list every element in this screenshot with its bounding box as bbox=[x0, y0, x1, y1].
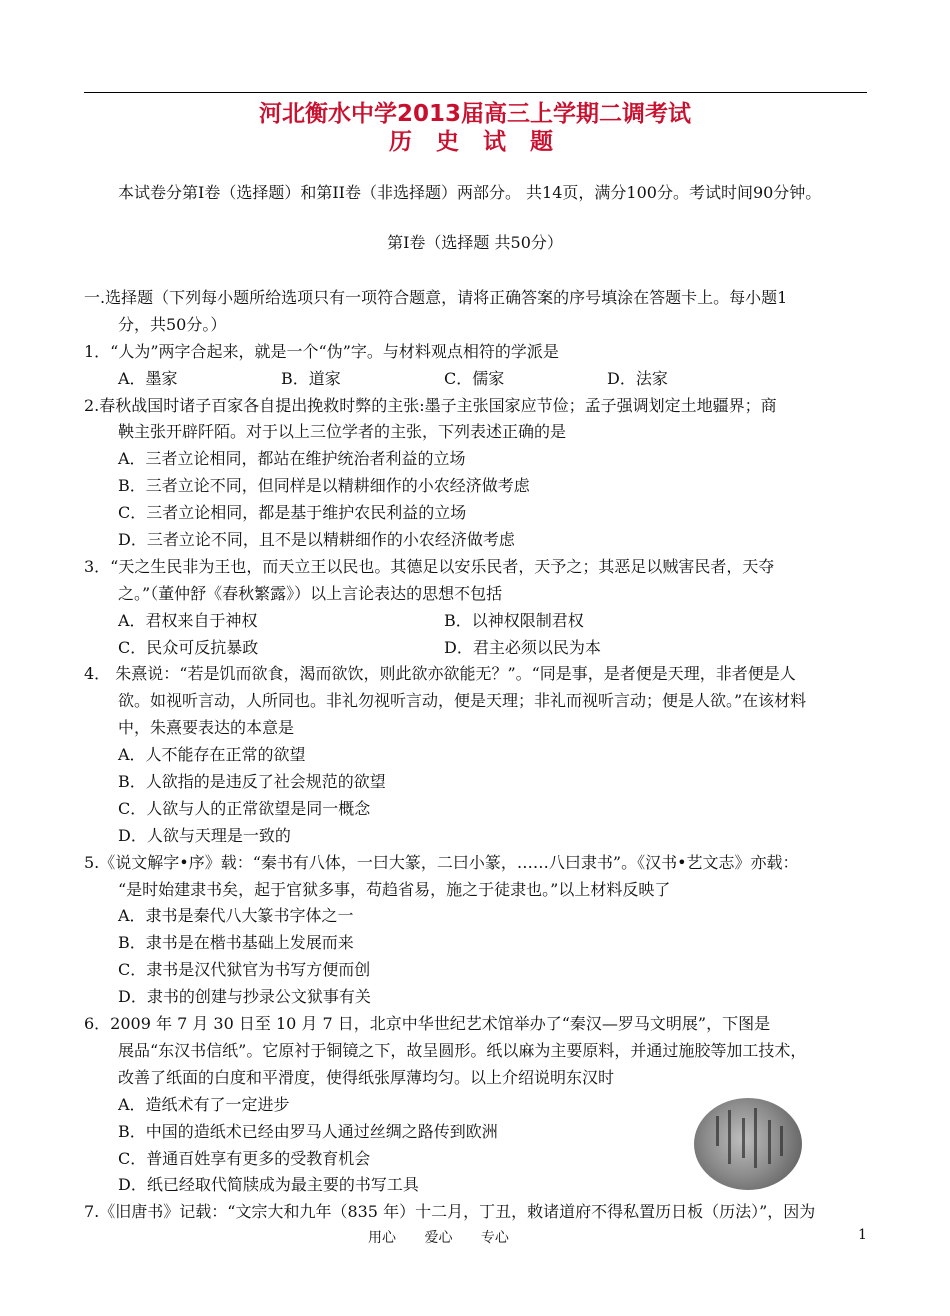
question-stem: 2.春秋战国时诸子百家各自提出挽救时弊的主张:墨子主张国家应节俭；孟子强调划定土地疆界；商 bbox=[84, 395, 777, 415]
question-stem: 展品“东汉书信纸”。它原衬于铜镜之下，故呈圆形。纸以麻为主要原料，并通过施胶等加工技术， bbox=[118, 1040, 807, 1060]
footer-motto: 用心 爱心 专心 bbox=[368, 1230, 509, 1246]
option: B．人欲指的是违反了社会规范的欲望 bbox=[118, 772, 386, 792]
section-title: 第Ⅰ卷（选择题 共50分） bbox=[387, 233, 563, 252]
option: C．三者立论相同，都是基于维护农民利益的立场 bbox=[118, 503, 467, 523]
instruction-line: 分，共50分。） bbox=[118, 314, 227, 334]
question-stem: 3．“天之生民非为王也，而天立王以民也。其德足以安乐民者，天予之；其恶足以贼害民者，天夺 bbox=[84, 556, 775, 576]
option: A．君权来自于神权 bbox=[118, 610, 258, 630]
option: D．法家 bbox=[607, 368, 668, 388]
question-stem: 中，朱熹要表达的本意是 bbox=[118, 718, 295, 738]
instruction-line: 一.选择题（下列每小题所给选项只有一项符合题意，请将正确答案的序号填涂在答题卡上。每小题1 bbox=[84, 288, 788, 307]
option: A．人不能存在正常的欲望 bbox=[118, 745, 306, 765]
page-number: 1 bbox=[858, 1227, 867, 1243]
question-stem: 之。”（董仲舒《春秋繁露》）以上言论表达的思想不包括 bbox=[118, 583, 503, 603]
question-body bbox=[84, 285, 870, 1226]
option-row bbox=[84, 635, 870, 662]
han-letter-paper-image bbox=[694, 1098, 802, 1190]
option: C．民众可反抗暴政 bbox=[118, 637, 259, 657]
question-stem: 改善了纸面的白度和平滑度，使得纸张厚薄均匀。以上介绍说明东汉时 bbox=[118, 1067, 615, 1087]
option: B．三者立论不同，但同样是以精耕细作的小农经济做考虑 bbox=[118, 476, 530, 496]
option: C．普通百姓享有更多的受教育机会 bbox=[118, 1148, 371, 1168]
option-row bbox=[84, 366, 870, 393]
question-stem: 4． 朱熹说：“若是饥而欲食，渴而欲饮，则此欲亦欲能无？”。“同是事，是者便是天理，非者便是人 bbox=[84, 664, 796, 684]
option: B．道家 bbox=[281, 368, 341, 388]
option: B．以神权限制君权 bbox=[444, 610, 584, 630]
option: C．人欲与人的正常欲望是同一概念 bbox=[118, 798, 371, 818]
option: A．三者立论相同，都站在维护统治者利益的立场 bbox=[118, 449, 466, 469]
question-stem: 1．“人为”两字合起来，就是一个“伪”字。与材料观点相符的学派是 bbox=[84, 341, 559, 361]
exam-subtitle: 历 史 试 题 bbox=[388, 129, 562, 155]
option: D．人欲与天理是一致的 bbox=[118, 825, 291, 845]
question-stem: 鞅主张开辟阡陌。对于以上三位学者的主张，下列表述正确的是 bbox=[118, 422, 567, 442]
question-stem: 6．2009 年 7 月 30 日至 10 月 7 日，北京中华世纪艺术馆举办了“秦汉—罗马文明展”，下图是 bbox=[84, 1014, 771, 1034]
option: C．隶书是汉代狱官为书写方便而创 bbox=[118, 960, 371, 980]
question-stem: 7.《旧唐书》记载：“文宗大和九年（835 年）十二月，丁丑，敕诸道府不得私置历日板（历法）”，因为 bbox=[84, 1202, 816, 1222]
option: D．三者立论不同，且不是以精耕细作的小农经济做考虑 bbox=[118, 530, 515, 550]
exam-title: 河北衡水中学2013届高三上学期二调考试 bbox=[258, 101, 691, 127]
question-stem: 5.《说文解字•序》载：“秦书有八体，一曰大篆，二曰小篆，……八曰隶书”。《汉书•艺文志》亦载： bbox=[84, 852, 799, 872]
option: A．造纸术有了一定进步 bbox=[118, 1094, 290, 1114]
option: C．儒家 bbox=[444, 368, 505, 388]
option: D．君主必须以民为本 bbox=[444, 637, 601, 657]
option: A．隶书是秦代八大篆书字体之一 bbox=[118, 906, 354, 926]
option: D．隶书的创建与抄录公文狱事有关 bbox=[118, 987, 371, 1007]
question-stem: 欲。如视听言动，人所同也。非礼勿视听言动，便是天理；非礼而视听言动；便是人欲。”在该材料 bbox=[118, 691, 807, 711]
option-row bbox=[84, 608, 870, 635]
option: A．墨家 bbox=[118, 368, 178, 388]
option: B．隶书是在楷书基础上发展而来 bbox=[118, 933, 354, 953]
question-stem: “是时始建隶书矣，起于官狱多事，苟趋省易，施之于徒隶也。”以上材料反映了 bbox=[118, 879, 671, 899]
intro-paragraph: 本试卷分第Ⅰ卷（选择题）和第II卷（非选择题）两部分。 共14页，满分100分。考试时间90分钟。 bbox=[118, 183, 822, 202]
option: B．中国的造纸术已经由罗马人通过丝绸之路传到欧洲 bbox=[118, 1121, 498, 1141]
option: D．纸已经取代简牍成为最主要的书写工具 bbox=[118, 1175, 419, 1195]
header-rule bbox=[84, 92, 867, 93]
